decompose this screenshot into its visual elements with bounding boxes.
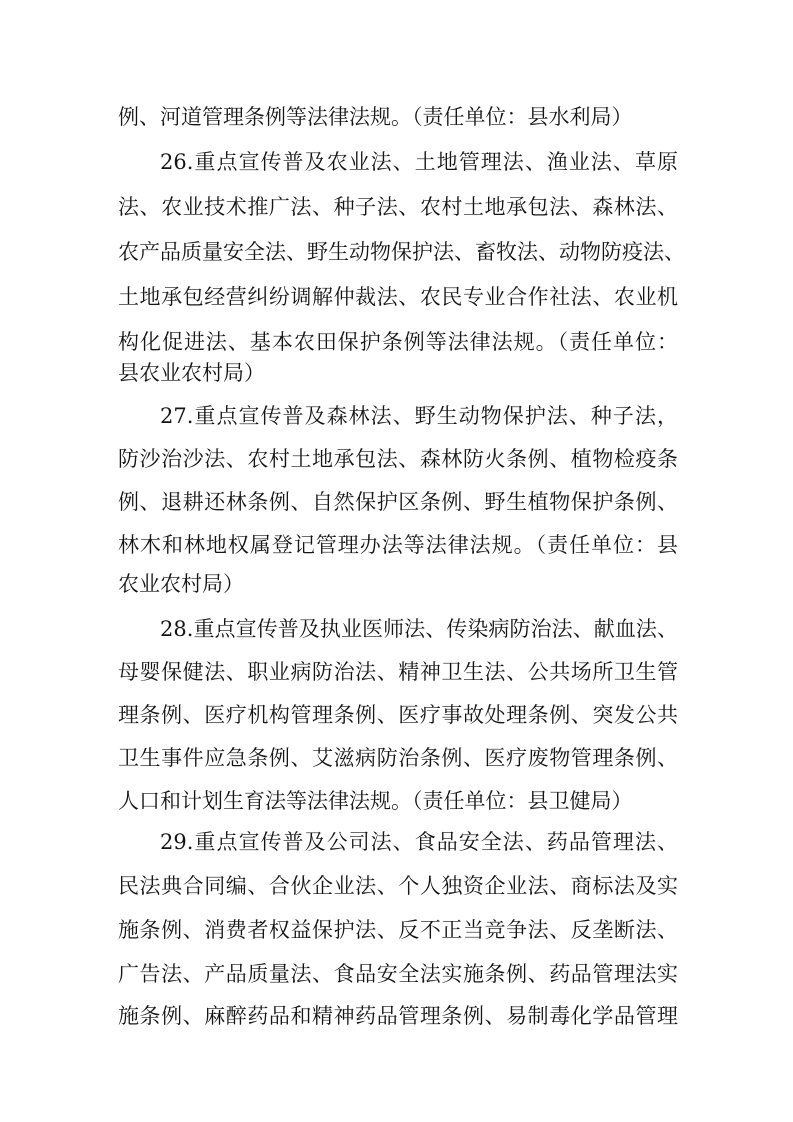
- text-line-12: 农业农村局）: [118, 572, 244, 596]
- text-line-7: 县农业农村局）: [118, 361, 265, 385]
- text-line-2: 26.重点宣传普及农业法、土地管理法、渔业法、草原: [160, 150, 678, 174]
- text-line-21: 广告法、产品质量法、食品安全法实施条例、药品管理法实: [118, 962, 678, 986]
- text-line-14: 母婴保健法、职业病防治法、精神卫生法、公共场所卫生管: [118, 660, 678, 684]
- text-line-16: 卫生事件应急条例、艾滋病防治条例、医疗废物管理条例、: [118, 746, 678, 770]
- text-line-19: 民法典合同编、合伙企业法、个人独资企业法、商标法及实: [118, 874, 678, 898]
- text-line-6: 构化促进法、基本农田保护条例等法律法规。（责任单位：: [118, 330, 678, 354]
- text-line-10: 例、退耕还林条例、自然保护区条例、野生植物保护条例、: [118, 490, 678, 514]
- text-line-18: 29.重点宣传普及公司法、食品安全法、药品管理法、: [160, 830, 678, 854]
- text-line-20: 施条例、消费者权益保护法、反不正当竞争法、反垄断法、: [118, 918, 678, 942]
- text-line-17: 人口和计划生育法等法律法规。（责任单位：县卫健局）: [118, 789, 633, 813]
- text-line-11: 林木和林地权属登记管理办法等法律法规。（责任单位：县: [118, 533, 678, 557]
- text-line-22: 施条例、麻醉药品和精神药品管理条例、易制毒化学品管理: [118, 1004, 678, 1028]
- text-line-4: 农产品质量安全法、野生动物保护法、畜牧法、动物防疫法、: [118, 240, 685, 264]
- text-line-13: 28.重点宣传普及执业医师法、传染病防治法、献血法、: [160, 617, 678, 641]
- text-line-3: 法、农业技术推广法、种子法、农村土地承包法、森林法、: [118, 195, 678, 219]
- text-line-5: 土地承包经营纠纷调解仲裁法、农民专业合作社法、农业机: [118, 285, 678, 309]
- text-line-15: 理条例、医疗机构管理条例、医疗事故处理条例、突发公共: [118, 703, 678, 727]
- text-line-8: 27.重点宣传普及森林法、野生动物保护法、种子法，: [160, 404, 678, 428]
- text-line-1: 例、河道管理条例等法律法规。（责任单位：县水利局）: [118, 105, 633, 129]
- text-line-9: 防沙治沙法、农村土地承包法、森林防火条例、植物检疫条: [118, 447, 678, 471]
